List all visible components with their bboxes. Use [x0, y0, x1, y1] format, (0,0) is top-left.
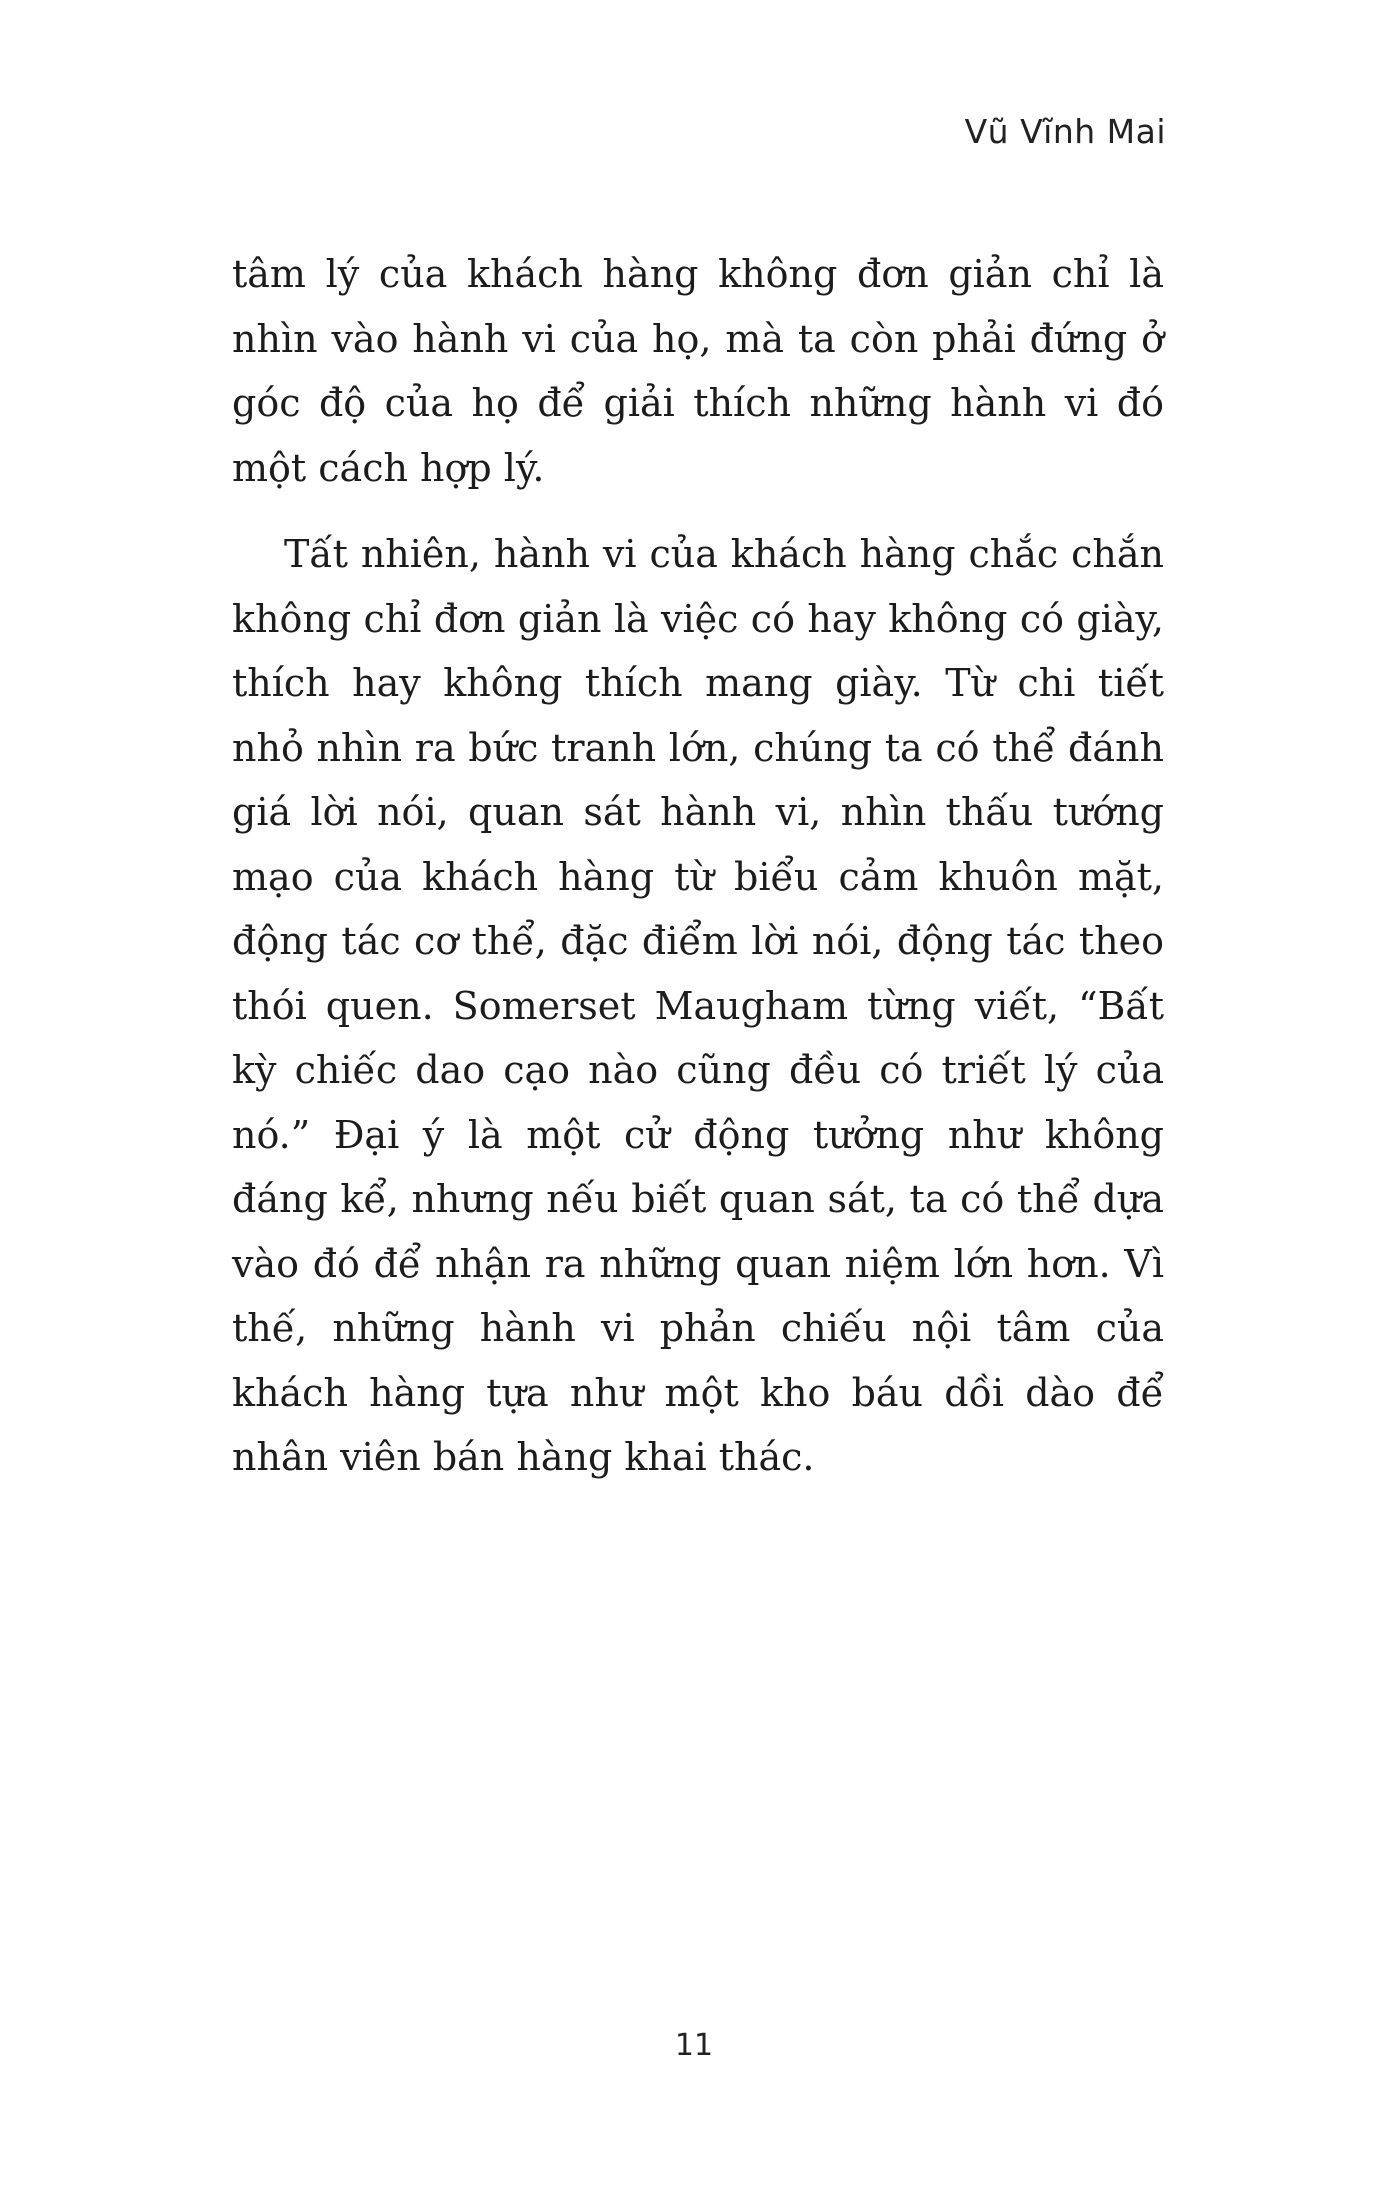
page-number: 11 — [674, 2028, 714, 2063]
body-text — [232, 242, 1164, 1490]
running-header-author: Vũ Vĩnh Mai — [964, 112, 1166, 151]
paragraph-main: Tất nhiên, hành vi của khách hàng chắc chắn không chỉ đơn giản là việc có hay không có giày, thích hay không thích mang giày. Từ chi tiết nhỏ nhìn ra bức tranh lớn, chúng ta có thể đánh giá lời nói, quan sát hành vi, nhìn thấu tướng mạo của khách hàng từ biểu cảm khuôn mặt, động tác cơ thể, đặc điểm lời nói, động tác theo thói quen. Somerset Maugham từng viết, “Bất kỳ chiếc dao cạo nào cũng đều có triết lý của nó.” Đại ý là một cử động tưởng như không đáng kể, nhưng nếu biết quan sát, ta có thể dựa vào đó để nhận ra những quan niệm lớn hơn. Vì thế, những hành vi phản chiếu nội tâm của khách hàng tựa như một kho báu dồi dào để nhân viên bán hàng khai thác. — [232, 532, 1164, 1479]
paragraph-continued: tâm lý của khách hàng không đơn giản chỉ là nhìn vào hành vi của họ, mà ta còn phải đứng ở góc độ của họ để giải thích những hành vi đó một cách hợp lý. — [232, 252, 1164, 490]
